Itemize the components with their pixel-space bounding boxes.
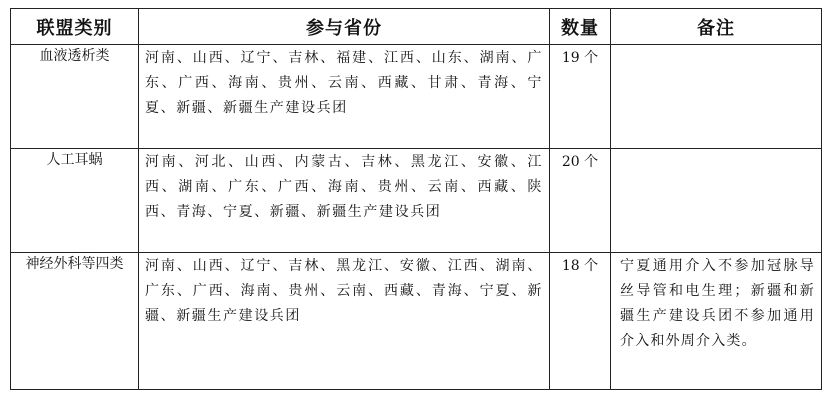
- count-cell: 18 个: [550, 252, 611, 389]
- category-cell: 神经外科等四类: [11, 252, 139, 389]
- alliance-table: [10, 8, 822, 390]
- provinces-cell: 河南、河北、山西、内蒙古、吉林、黑龙江、安徽、江西、湖南、广东、广西、海南、贵州、云南、西藏、陕西、青海、宁夏、新疆、新疆生产建设兵团: [139, 148, 550, 252]
- header-notes: 备注: [611, 9, 822, 45]
- table-row: [11, 148, 822, 252]
- header-provinces: 参与省份: [139, 9, 550, 45]
- notes-cell: [611, 45, 822, 149]
- header-category: 联盟类别: [11, 9, 139, 45]
- notes-cell: [611, 148, 822, 252]
- count-cell: 19 个: [550, 45, 611, 149]
- notes-cell: 宁夏通用介入不参加冠脉导丝导管和电生理；新疆和新疆生产建设兵团不参加通用介入和外周介入类。: [611, 252, 822, 389]
- table-row: [11, 252, 822, 389]
- category-cell: 人工耳蜗: [11, 148, 139, 252]
- header-count: 数量: [550, 9, 611, 45]
- table-row: [11, 45, 822, 149]
- provinces-cell: 河南、山西、辽宁、吉林、黑龙江、安徽、江西、湖南、广东、广西、海南、贵州、云南、西藏、青海、宁夏、新疆、新疆生产建设兵团: [139, 252, 550, 389]
- header-row: [11, 9, 822, 45]
- count-cell: 20 个: [550, 148, 611, 252]
- provinces-cell: 河南、山西、辽宁、吉林、福建、江西、山东、湖南、广东、广西、海南、贵州、云南、西藏、甘肃、青海、宁夏、新疆、新疆生产建设兵团: [139, 45, 550, 149]
- category-cell: 血液透析类: [11, 45, 139, 149]
